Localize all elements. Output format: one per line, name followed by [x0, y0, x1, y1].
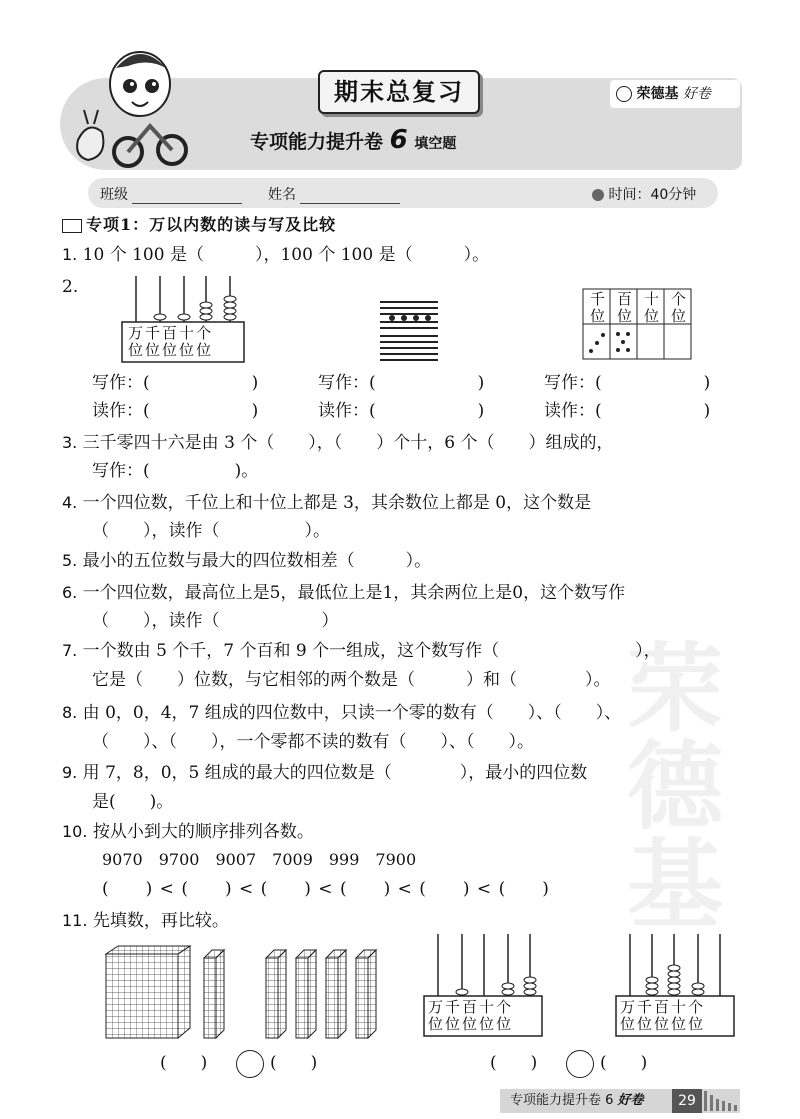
- subtitle-tag: 填空题: [414, 136, 457, 152]
- compare-blank-3[interactable]: ( ): [490, 1053, 538, 1073]
- question-text: 最小的五位数与最大的四位数相差（ ）。: [82, 551, 432, 571]
- place-label: 位: [620, 1015, 638, 1033]
- question-4-line2: （ ），读作（ ）。: [92, 521, 330, 541]
- place-label: 位: [196, 341, 214, 359]
- question-number: 4.: [62, 493, 78, 512]
- question-text: 一个四位数，千位上和十位上都是 3，其余数位上都是 0，这个数是: [82, 493, 592, 513]
- question-number: 7.: [62, 641, 78, 660]
- place-label: 位: [162, 341, 180, 359]
- question-text: 一个四位数，最高位上是5，最低位上是1，其余两位上是0，这个数写作: [82, 583, 626, 603]
- brand-logo: [610, 80, 740, 108]
- class-field[interactable]: [100, 184, 242, 204]
- place-label: 百: [162, 324, 180, 342]
- page-title: 期末总复习: [318, 70, 480, 114]
- name-input-line[interactable]: [300, 187, 400, 204]
- question-number: 10.: [62, 822, 88, 841]
- compare-circle-2[interactable]: [566, 1050, 594, 1078]
- question-1: [62, 244, 489, 266]
- question-7-line2: 它是（ ）位数，与它相邻的两个数是（ ）和（ ）。: [92, 670, 611, 690]
- write-blank-1[interactable]: 写作：( ): [92, 373, 259, 393]
- question-5: [62, 550, 431, 572]
- class-label: 班级: [100, 187, 128, 203]
- section-title: 专项1：万以内数的读与写及比较: [86, 215, 337, 234]
- compare-blank-2[interactable]: ( ): [270, 1053, 318, 1073]
- name-label: 姓名: [268, 187, 296, 203]
- question-text: 一个数由 5 个千，7 个百和 9 个一组成，这个数写作（ ），: [82, 641, 661, 661]
- mascot-icon: [68, 40, 198, 170]
- footer-tag: 好卷: [617, 1093, 644, 1108]
- place-label: 万: [428, 998, 446, 1016]
- place-label: 位: [462, 1015, 480, 1033]
- class-input-line[interactable]: [132, 187, 242, 204]
- place-label: 十: [179, 324, 197, 342]
- question-11: [62, 910, 229, 932]
- base-ten-blocks: [100, 944, 400, 1040]
- place-label: 位: [479, 1015, 497, 1033]
- place-label: 百: [462, 998, 480, 1016]
- question-number: 6.: [62, 583, 78, 602]
- question-number: 1.: [62, 245, 78, 264]
- place-label: 位: [637, 1015, 655, 1033]
- place-label: 千: [145, 324, 163, 342]
- question-text: 由 0，0，4，7 组成的四位数中，只读一个零的数有（ ）、（ ）、: [82, 703, 622, 723]
- compare-blank-1[interactable]: ( ): [160, 1053, 208, 1073]
- time-label: 时间：40分钟: [608, 187, 697, 203]
- question-text: 先填数，再比较。: [92, 911, 229, 931]
- brand-name: 荣德基: [636, 86, 679, 102]
- place-label: 位: [671, 1015, 689, 1033]
- place-label: 位: [128, 341, 146, 359]
- brand-tag: 好卷: [682, 86, 711, 102]
- question-text: 10 个 100 是（ ），100 个 100 是（ ）。: [82, 245, 490, 265]
- table-header: 位: [643, 307, 659, 325]
- question-4: [62, 492, 591, 514]
- table-header: 百: [616, 290, 632, 308]
- question-9-line2: 是( )。: [92, 792, 174, 812]
- place-label: 位: [445, 1015, 463, 1033]
- question-text: 三千零四十六是由 3 个（ ），（ ）个十，6 个（ ）组成的，: [82, 433, 614, 453]
- table-header: 十: [643, 290, 659, 308]
- read-blank-1[interactable]: 读作：( ): [92, 401, 259, 421]
- subtitle-number: 6: [389, 125, 408, 155]
- question-number: 3.: [62, 433, 78, 452]
- watermark: [600, 632, 750, 941]
- question-3: [62, 432, 614, 454]
- place-label: 十: [671, 998, 689, 1016]
- place-label: 位: [428, 1015, 446, 1033]
- barcode-icon: [704, 1091, 740, 1111]
- time-info: [592, 184, 696, 204]
- question-number: 9.: [62, 763, 78, 782]
- place-label: 位: [496, 1015, 514, 1033]
- name-field[interactable]: [268, 184, 400, 204]
- question-6-line2: （ ），读作（ ）: [92, 611, 339, 631]
- place-label: 位: [145, 341, 163, 359]
- abacus-1-labels: [128, 325, 238, 359]
- question-number: 11.: [62, 911, 88, 930]
- compare-circle-1[interactable]: [236, 1050, 264, 1078]
- numbers-to-order: 9070 9700 9007 7009 999 7900: [102, 850, 417, 869]
- question-2-number: 2.: [62, 277, 79, 297]
- place-label: 万: [128, 324, 146, 342]
- footer-label: 专项能力提升卷 6: [510, 1093, 614, 1108]
- place-label: 百: [654, 998, 672, 1016]
- question-7: [62, 640, 661, 662]
- question-number: 8.: [62, 703, 78, 722]
- read-blank-2[interactable]: 读作：( ): [318, 401, 485, 421]
- compare-blank-4[interactable]: ( ): [600, 1053, 648, 1073]
- place-label: 个: [496, 998, 514, 1016]
- table-header: 位: [589, 307, 605, 325]
- watermark-char: 荣: [627, 632, 723, 745]
- subtitle-prefix: 专项能力提升卷: [250, 131, 384, 153]
- table-header: 千: [589, 290, 605, 308]
- page-subtitle: [250, 125, 570, 155]
- place-label: 个: [688, 998, 706, 1016]
- clock-icon: [592, 189, 604, 201]
- table-header: 位: [670, 307, 686, 325]
- place-label: 千: [637, 998, 655, 1016]
- question-6: [62, 582, 625, 604]
- page-number: 29: [672, 1089, 702, 1113]
- question-10: [62, 821, 314, 843]
- abacus-2: [378, 296, 442, 364]
- abacus-4-labels: [620, 999, 732, 1033]
- place-label: 个: [196, 324, 214, 342]
- watermark-char: 德: [627, 730, 723, 843]
- question-text: 用 7，8，0，5 组成的最大的四位数是（ ），最小的四位数: [82, 763, 588, 783]
- watermark-char: 基: [627, 828, 723, 941]
- abacus-3-labels: [428, 999, 540, 1033]
- place-label: 位: [654, 1015, 672, 1033]
- question-9: [62, 762, 587, 784]
- place-label: 位: [688, 1015, 706, 1033]
- place-label: 千: [445, 998, 463, 1016]
- place-label: 位: [179, 341, 197, 359]
- write-blank-3[interactable]: 写作：( ): [544, 373, 711, 393]
- table-header: 个: [670, 290, 686, 308]
- place-label: 十: [479, 998, 497, 1016]
- read-blank-3[interactable]: 读作：( ): [544, 401, 711, 421]
- question-text: 按从小到大的顺序排列各数。: [92, 822, 314, 842]
- question-8-line2: （ ）、（ ），一个零都不读的数有（ ）、（ ）。: [92, 732, 534, 752]
- section-heading: [62, 212, 336, 235]
- write-blank-2[interactable]: 写作：( ): [318, 373, 485, 393]
- question-number: 5.: [62, 551, 78, 570]
- table-header: 位: [616, 307, 632, 325]
- question-3-line2: 写作：( )。: [92, 461, 259, 481]
- brand-face-icon: [616, 86, 632, 102]
- place-label: 万: [620, 998, 638, 1016]
- book-icon: [62, 219, 82, 233]
- question-8: [62, 702, 621, 724]
- order-blanks[interactable]: ( ) < ( ) < ( ) < ( ) < ( ) < ( ): [102, 879, 550, 899]
- place-value-headers: [584, 291, 694, 325]
